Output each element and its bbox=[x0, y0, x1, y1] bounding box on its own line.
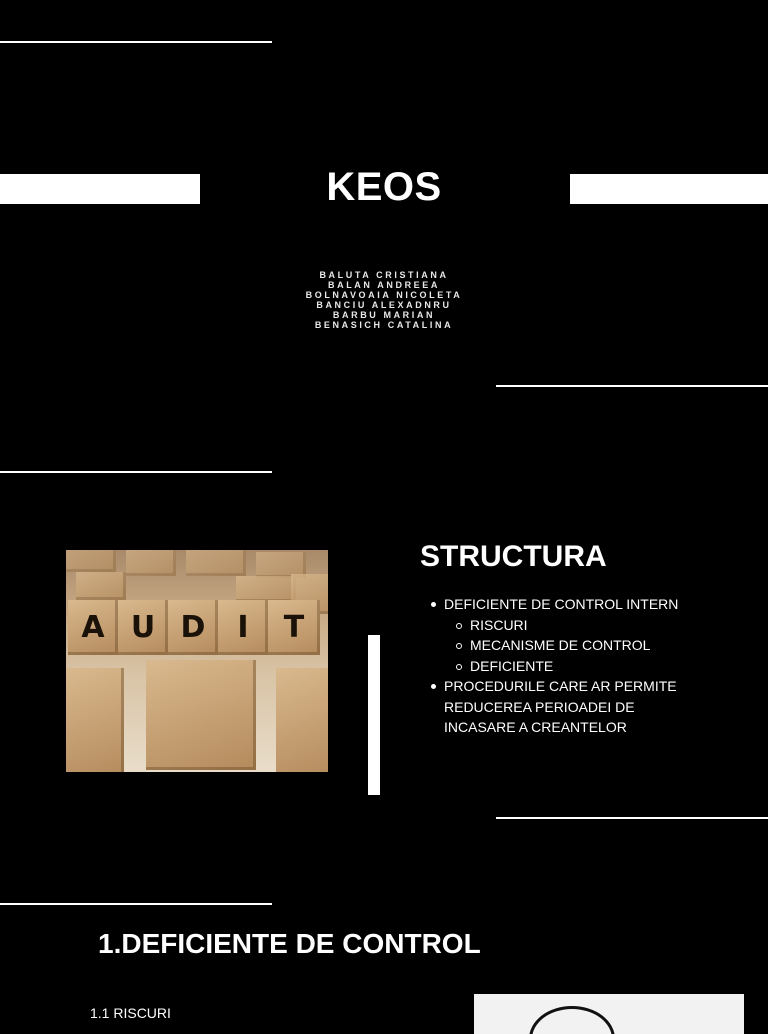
divider-line bbox=[0, 903, 272, 905]
list-item-continuation: REDUCEREA PERIOADEI DE bbox=[444, 698, 635, 715]
structure-list bbox=[428, 594, 678, 738]
letter-block: I bbox=[218, 600, 268, 655]
section-heading: 1.DEFICIENTE DE CONTROL bbox=[98, 928, 481, 959]
author-name: BALUTA CRISTIANA bbox=[319, 270, 449, 280]
divider-line bbox=[0, 471, 272, 473]
vertical-divider bbox=[368, 635, 380, 795]
list-item: PROCEDURILE CARE AR PERMITE bbox=[428, 676, 678, 697]
divider-line bbox=[496, 385, 768, 387]
structure-heading: STRUCTURA bbox=[420, 540, 607, 573]
presentation-title: KEOS bbox=[326, 165, 442, 209]
list-subitem: RISCURI bbox=[428, 615, 678, 636]
list-item: DEFICIENTE DE CONTROL INTERN bbox=[428, 594, 678, 615]
author-name: BOLNAVOAIA NICOLETA bbox=[305, 290, 463, 300]
divider-line bbox=[0, 41, 272, 43]
letter-block: U bbox=[118, 600, 168, 655]
letter-block: D bbox=[168, 600, 218, 655]
subsection-heading: 1.1 RISCURI bbox=[90, 1005, 171, 1021]
author-name: BANCIU ALEXADNRU bbox=[316, 300, 452, 310]
list-subitem: DEFICIENTE bbox=[428, 656, 678, 677]
author-name: BENASICH CATALINA bbox=[314, 320, 454, 330]
audit-blocks-image bbox=[66, 550, 328, 772]
list-subitem: MECANISME DE CONTROL bbox=[428, 635, 678, 656]
list-item-continuation: INCASARE A CREANTELOR bbox=[444, 719, 627, 735]
divider-line bbox=[496, 817, 768, 819]
letter-block: T bbox=[268, 600, 320, 655]
author-name: BALAN ANDREEA bbox=[328, 280, 440, 290]
illustration-image bbox=[474, 994, 744, 1034]
author-list bbox=[0, 270, 768, 330]
letter-block: A bbox=[68, 600, 118, 655]
author-name: BARBU MARIAN bbox=[332, 310, 436, 320]
